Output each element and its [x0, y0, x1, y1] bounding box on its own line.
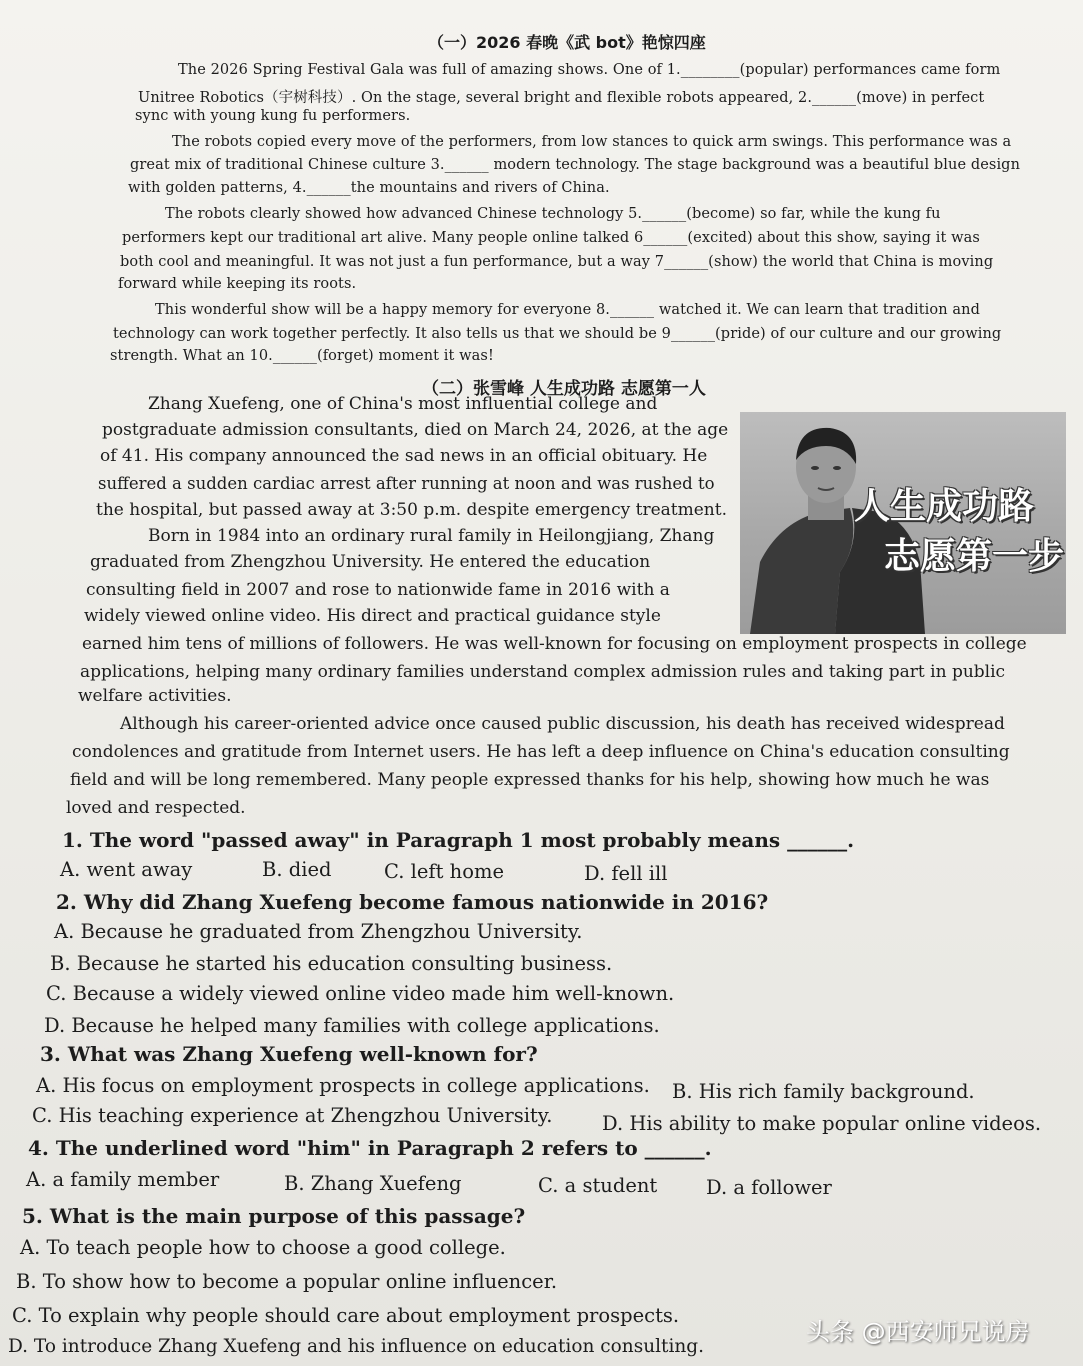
q3-option-b[interactable]: B. His rich family background.	[672, 1080, 975, 1103]
q4-option-b[interactable]: B. Zhang Xuefeng	[284, 1172, 462, 1195]
question-4-stem: 4. The underlined word "him" in Paragraph 2 refers to ______.	[28, 1136, 712, 1160]
q4-option-a[interactable]: A. a family member	[26, 1168, 220, 1191]
q2-option-a[interactable]: A. Because he graduated from Zhengzhou University.	[54, 920, 583, 943]
s1-line-6: with golden patterns, 4.______the mountains and rivers of China.	[128, 180, 610, 196]
q1-option-d[interactable]: D. fell ill	[584, 862, 668, 885]
s1-line-9: both cool and meaningful. It was not just a fun performance, but a way 7______(show) the world that China is moving	[120, 254, 994, 270]
s2-line-13: Although his career-oriented advice once caused public discussion, his death has received widespread	[120, 714, 1005, 734]
s2-line-11: applications, helping many ordinary families understand complex admission rules and taking part in public	[80, 662, 1006, 682]
s2-line-3: of 41. His company announced the sad news in an official obituary. He	[100, 446, 708, 466]
s1-line-13: strength. What an 10.______(forget) moment it was!	[110, 348, 494, 364]
q2-option-c[interactable]: C. Because a widely viewed online video made him well-known.	[46, 982, 675, 1005]
s2-line-9: widely viewed online video. His direct and practical guidance style	[84, 606, 661, 626]
s2-line-8: consulting field in 2007 and rose to nationwide fame in 2016 with a	[86, 580, 670, 600]
s2-line-14: condolences and gratitude from Internet users. He has left a deep influence on China's education consulting	[72, 742, 1010, 762]
section1-heading: （一）2026 春晚《武 bot》艳惊四座	[428, 33, 706, 52]
q1-option-a[interactable]: A. went away	[60, 858, 193, 881]
question-5-stem: 5. What is the main purpose of this passage?	[22, 1204, 526, 1228]
q3-option-d[interactable]: D. His ability to make popular online videos.	[602, 1112, 1042, 1135]
q3-option-a[interactable]: A. His focus on employment prospects in college applications.	[36, 1074, 650, 1097]
question-2-stem: 2. Why did Zhang Xuefeng become famous nationwide in 2016?	[56, 890, 769, 914]
s2-line-12: welfare activities.	[78, 686, 232, 706]
q2-option-d[interactable]: D. Because he helped many families with college applications.	[44, 1014, 660, 1037]
question-1-stem: 1. The word "passed away" in Paragraph 1 most probably means ______.	[62, 828, 855, 852]
section2-heading: （二）张雪峰 人生成功路 志愿第一人	[422, 379, 706, 399]
q2-option-b[interactable]: B. Because he started his education consulting business.	[50, 952, 613, 975]
s2-line-10: earned him tens of millions of followers. He was well-known for focusing on employment prospects in college	[82, 634, 1027, 654]
s1-line-3: sync with young kung fu performers.	[135, 108, 411, 124]
s1-line-8: performers kept our traditional art alive. Many people online talked 6______(excited) about this show, saying it was	[122, 230, 980, 246]
s1-line-10: forward while keeping its roots.	[118, 276, 357, 292]
photo-caption-1: 人生成功路	[854, 486, 1035, 527]
s2-line-7: graduated from Zhengzhou University. He entered the education	[90, 552, 651, 572]
s1-line-1: The 2026 Spring Festival Gala was full of amazing shows. One of 1.________(popular) performances came form	[178, 62, 1001, 78]
q5-option-b[interactable]: B. To show how to become a popular online influencer.	[16, 1270, 558, 1293]
s1-line-5: great mix of traditional Chinese culture 3.______ modern technology. The stage background was a beautiful blue design	[130, 157, 1021, 173]
s2-line-4: suffered a sudden cardiac arrest after running at noon and was rushed to	[98, 474, 715, 493]
s2-line-15: field and will be long remembered. Many people expressed thanks for his help, showing how much he was	[70, 770, 990, 790]
s1-line-12: technology can work together perfectly. It also tells us that we should be 9______(pride) of our culture and our growing	[113, 326, 1002, 342]
photo-caption-2: 志愿第一步	[884, 536, 1065, 577]
s1-line-4: The robots copied every move of the performers, from low stances to quick arm swings. This performance was a	[172, 134, 1012, 150]
s1-line-2: Unitree Robotics（宇树科技）. On the stage, several bright and flexible robots appeared, 2.______(move) in perfect	[138, 90, 985, 106]
s2-line-5: the hospital, but passed away at 3:50 p.m. despite emergency treatment.	[96, 500, 727, 520]
zhang-xuefeng-photo	[740, 412, 1066, 634]
q3-option-c[interactable]: C. His teaching experience at Zhengzhou University.	[32, 1104, 553, 1127]
q4-option-d[interactable]: D. a follower	[706, 1176, 832, 1199]
q5-option-d[interactable]: D. To introduce Zhang Xuefeng and his influence on education consulting.	[8, 1336, 705, 1357]
watermark: 头条 @西安师兄说房	[806, 1318, 1030, 1346]
question-3-stem: 3. What was Zhang Xuefeng well-known for?	[40, 1042, 538, 1066]
q1-option-c[interactable]: C. left home	[384, 860, 504, 883]
s2-line-6: Born in 1984 into an ordinary rural family in Heilongjiang, Zhang	[148, 526, 715, 546]
s1-line-11: This wonderful show will be a happy memory for everyone 8.______ watched it. We can learn that tradition and	[155, 302, 980, 318]
q4-option-c[interactable]: C. a student	[538, 1174, 658, 1197]
q1-option-b[interactable]: B. died	[262, 858, 332, 881]
s2-line-1: Zhang Xuefeng, one of China's most influential college and	[148, 394, 658, 414]
s1-line-7: The robots clearly showed how advanced Chinese technology 5.______(become) so far, while the kung fu	[165, 206, 941, 222]
s2-line-2: postgraduate admission consultants, died on March 24, 2026, at the age	[102, 420, 729, 440]
s2-line-16: loved and respected.	[66, 798, 246, 818]
q5-option-c[interactable]: C. To explain why people should care about employment prospects.	[12, 1304, 680, 1327]
q5-option-a[interactable]: A. To teach people how to choose a good college.	[20, 1236, 506, 1259]
